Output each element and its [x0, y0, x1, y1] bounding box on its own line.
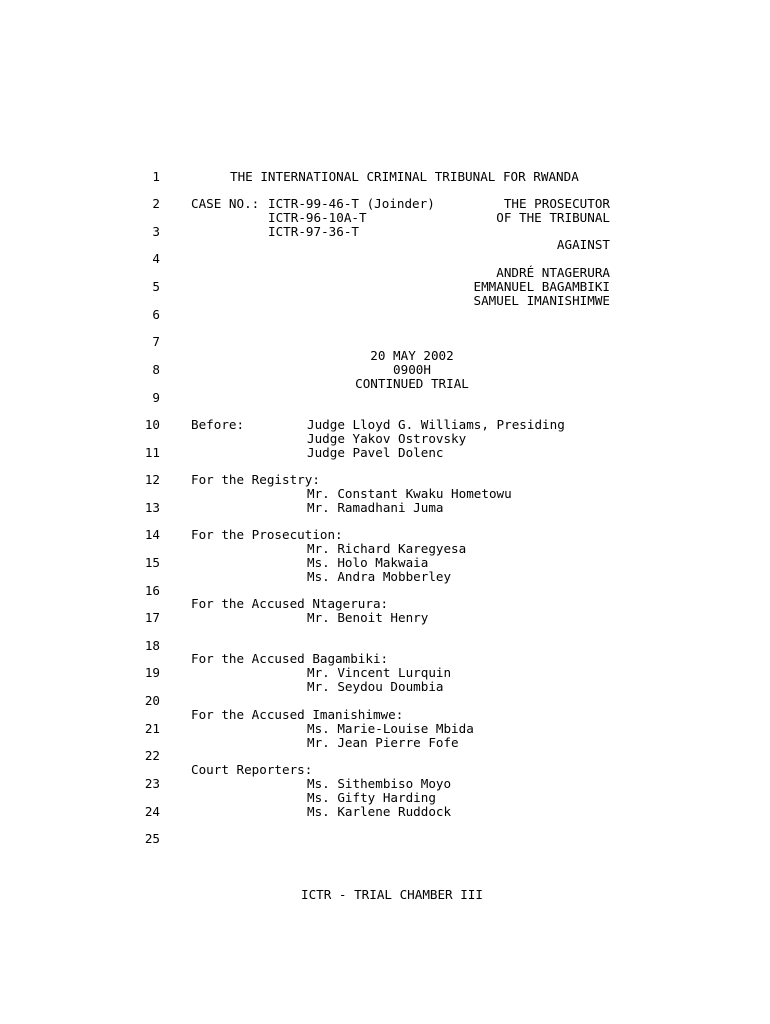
defense-name: Mr. Vincent Lurquin: [307, 665, 452, 680]
prosecution-name: Ms. Andra Mobberley: [307, 569, 452, 584]
line-number: 10: [144, 417, 160, 432]
line-number: 19: [144, 665, 160, 680]
line-number: 12: [144, 472, 160, 487]
accused-name: SAMUEL IMANISHIMWE: [473, 293, 610, 308]
tribunal-title: THE INTERNATIONAL CRIMINAL TRIBUNAL FOR RWANDA: [230, 169, 579, 184]
line-number: 23: [144, 776, 160, 791]
prosecution-name: Ms. Holo Makwaia: [307, 555, 429, 570]
case-label: CASE NO.:: [191, 196, 260, 211]
case-number: ICTR-97-36-T: [268, 224, 359, 239]
reporters-label: Court Reporters:: [191, 762, 313, 777]
registry-name: Mr. Ramadhani Juma: [307, 500, 444, 515]
judge-name: Judge Pavel Dolenc: [307, 445, 444, 460]
defense-name: Mr. Benoit Henry: [307, 610, 429, 625]
case-number: ICTR-96-10A-T: [268, 210, 367, 225]
prosecution-label: For the Prosecution:: [191, 527, 343, 542]
line-number: 2: [152, 196, 160, 211]
case-number: ICTR-99-46-T (Joinder): [268, 196, 435, 211]
line-number: 22: [144, 748, 160, 763]
line-number: 1: [152, 169, 160, 184]
line-number: 13: [144, 500, 160, 515]
line-number: 21: [144, 721, 160, 736]
session-type: CONTINUED TRIAL: [355, 376, 469, 391]
defense-bagambiki-label: For the Accused Bagambiki:: [191, 651, 389, 666]
prosecutor-line: THE PROSECUTOR: [503, 196, 610, 211]
line-number: 14: [144, 527, 160, 542]
line-number: 4: [152, 251, 160, 266]
line-number: 5: [152, 279, 160, 294]
reporter-name: Ms. Karlene Ruddock: [307, 804, 452, 819]
defense-name: Mr. Jean Pierre Fofe: [307, 735, 459, 750]
line-number: 17: [144, 610, 160, 625]
session-time: 0900H: [393, 362, 431, 377]
line-number: 11: [144, 445, 160, 460]
line-number: 7: [152, 334, 160, 349]
defense-ntagerura-label: For the Accused Ntagerura:: [191, 596, 389, 611]
defense-name: Mr. Seydou Doumbia: [307, 679, 444, 694]
page-footer: ICTR - TRIAL CHAMBER III: [301, 887, 483, 902]
defense-name: Ms. Marie-Louise Mbida: [307, 721, 474, 736]
prosecution-name: Mr. Richard Karegyesa: [307, 541, 467, 556]
registry-name: Mr. Constant Kwaku Hometowu: [307, 486, 512, 501]
line-number: 8: [152, 362, 160, 377]
against-label: AGAINST: [556, 237, 610, 252]
line-number: 15: [144, 555, 160, 570]
line-number: 16: [144, 583, 160, 598]
accused-name: ANDRÉ NTAGERURA: [496, 265, 610, 280]
before-label: Before:: [191, 417, 245, 432]
registry-label: For the Registry:: [191, 472, 320, 487]
line-number: 24: [144, 804, 160, 819]
reporter-name: Ms. Sithembiso Moyo: [307, 776, 452, 791]
line-number: 25: [144, 831, 160, 846]
prosecutor-line: OF THE TRIBUNAL: [496, 210, 610, 225]
judge-name: Judge Yakov Ostrovsky: [307, 431, 467, 446]
line-number: 6: [152, 307, 160, 322]
line-number: 3: [152, 224, 160, 239]
defense-imanishimwe-label: For the Accused Imanishimwe:: [191, 707, 404, 722]
reporter-name: Ms. Gifty Harding: [307, 790, 436, 805]
line-number: 9: [152, 390, 160, 405]
session-date: 20 MAY 2002: [370, 348, 454, 363]
judge-name: Judge Lloyd G. Williams, Presiding: [307, 417, 565, 432]
accused-name: EMMANUEL BAGAMBIKI: [473, 279, 610, 294]
line-number: 20: [144, 693, 160, 708]
line-number: 18: [144, 638, 160, 653]
